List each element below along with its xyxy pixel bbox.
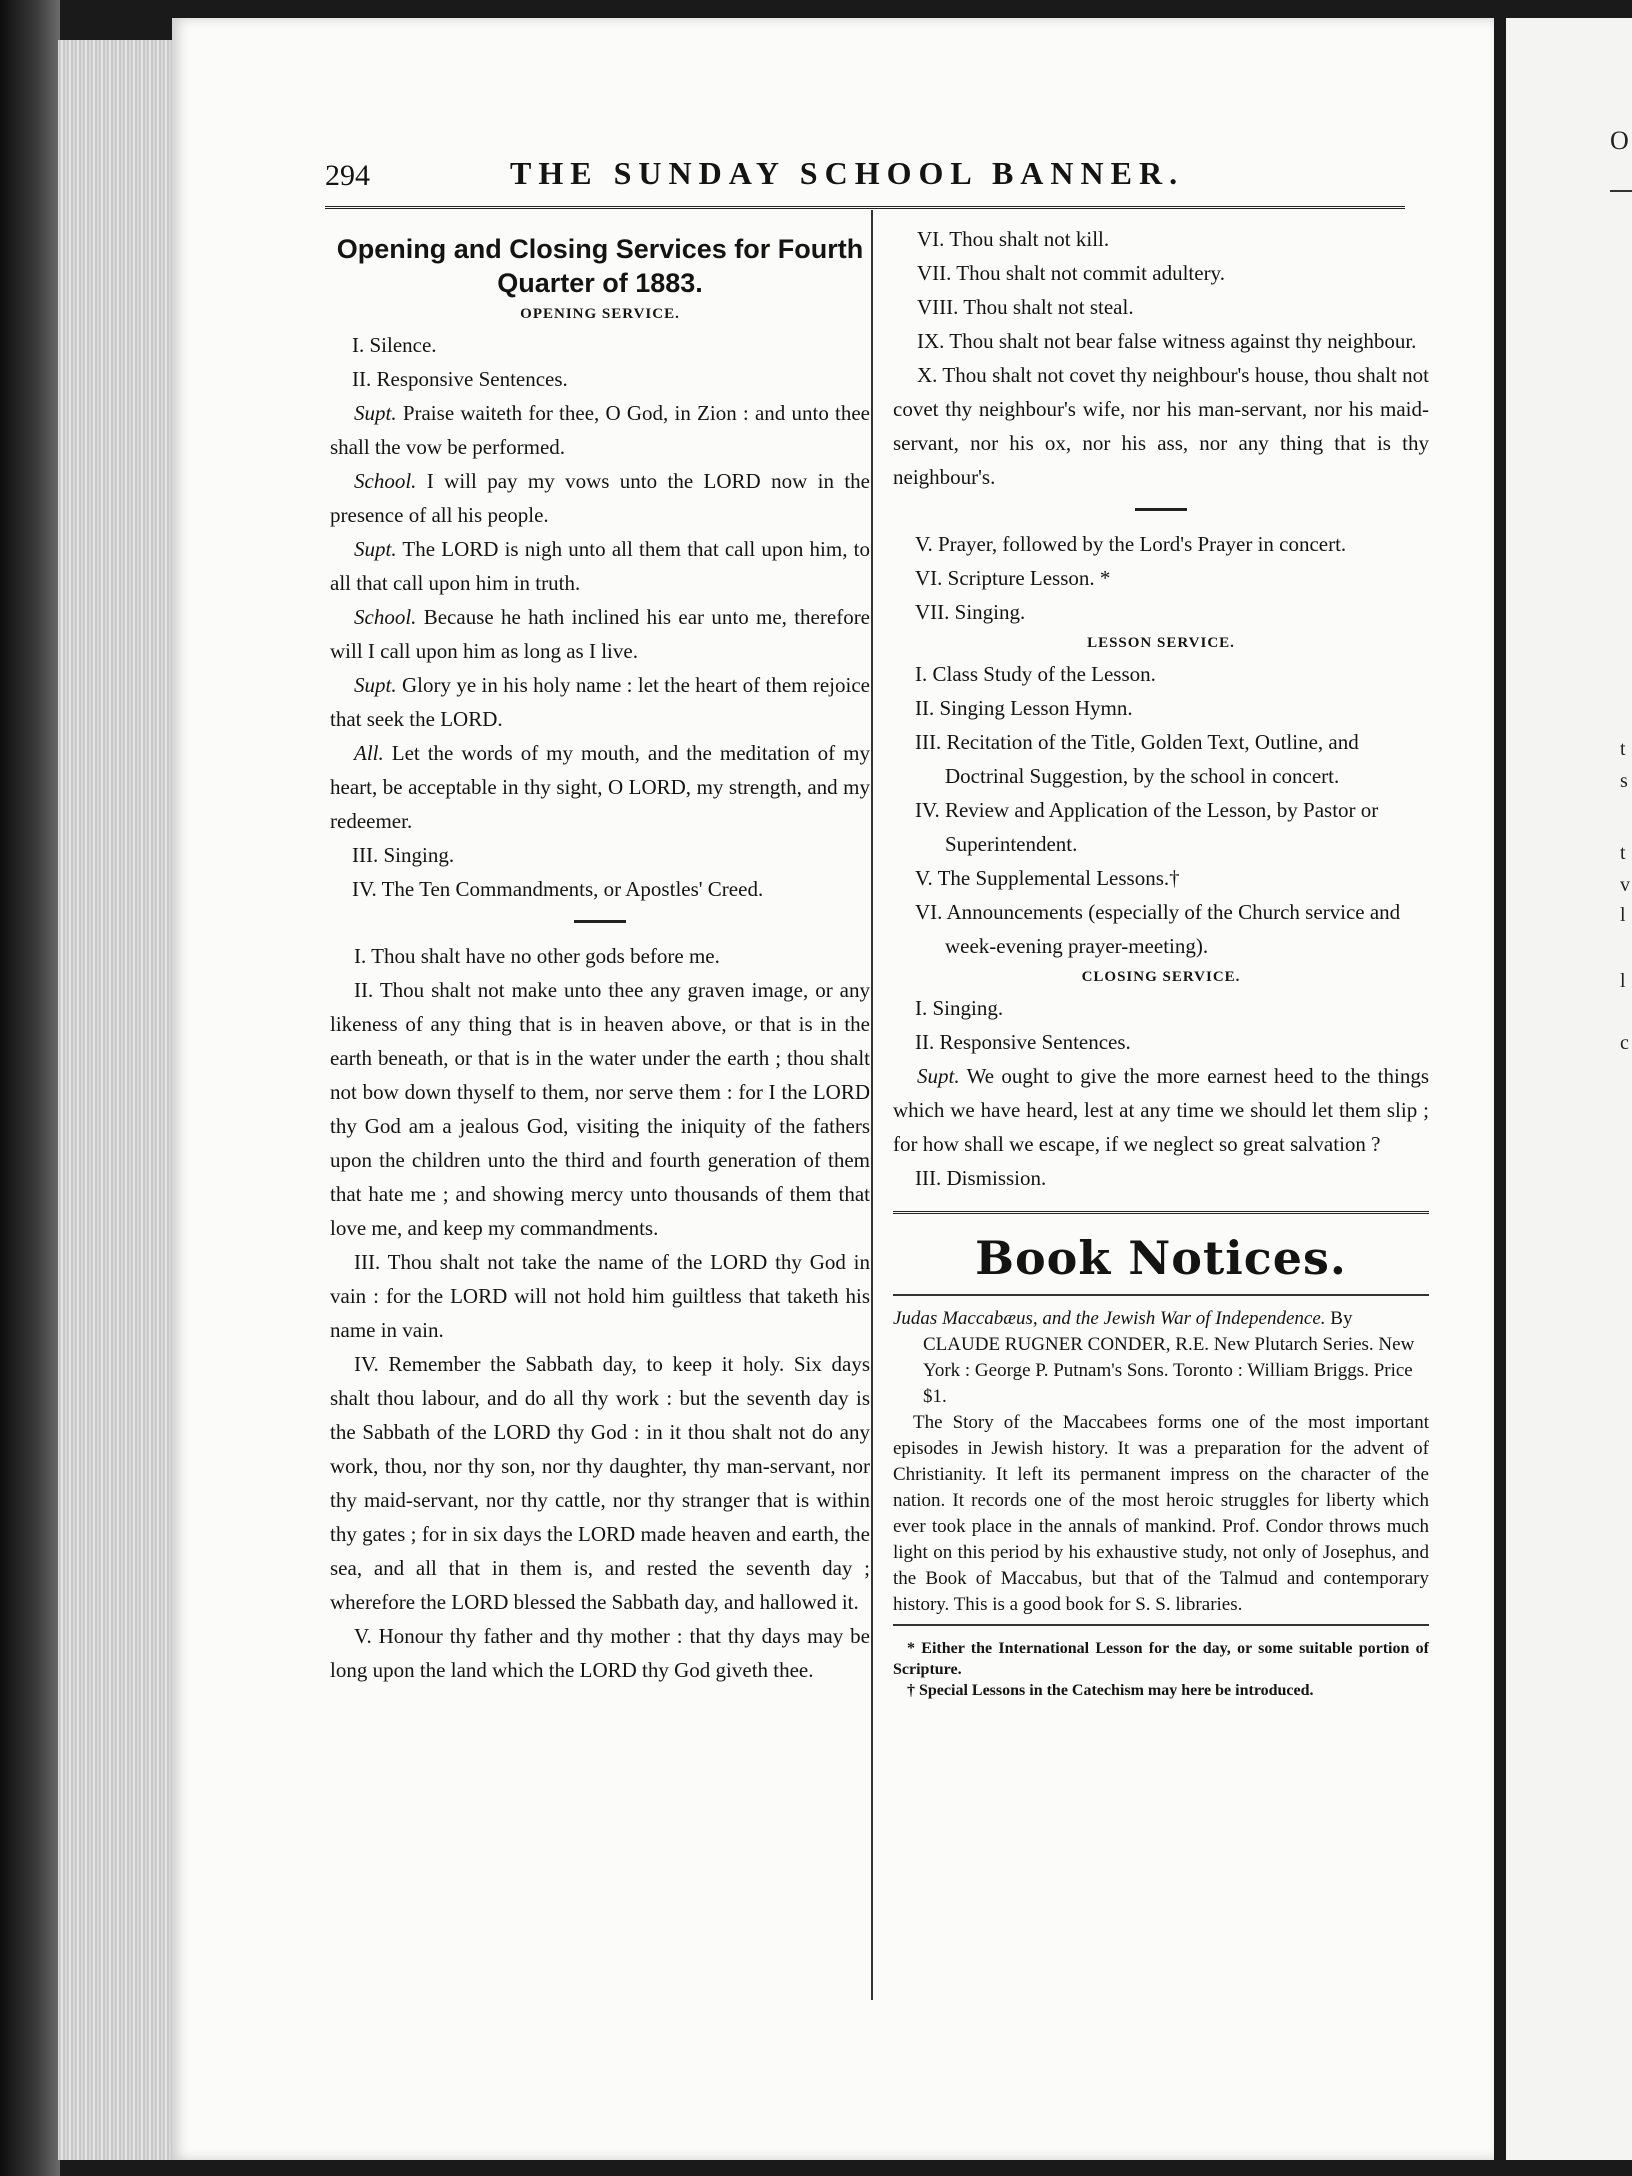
sentence-text: Praise waiteth for thee, O God, in Zion : and unto thee shall the vow be performed. [330,401,871,459]
service-item: VI. Scripture Lesson. * [915,566,1111,590]
facing-page-letter: v [1620,874,1630,896]
book-binding-edge [0,0,60,2176]
closing-item: II. Responsive Sentences. [915,1030,1131,1054]
service-item: I. Silence. [352,333,437,357]
commandment: IX. Thou shalt not bear false witness against thy neighbour. [917,329,1417,353]
service-item: II. Responsive Sentences. [352,367,568,391]
commandment: VII. Thou shalt not commit adultery. [917,261,1225,285]
closing-service-label: CLOSING SERVICE. [1081,969,1241,985]
commandment: I. Thou shalt have no other gods before me. [354,944,720,968]
book-title-italic: Judas Maccabæus, and the Jewish War of Independence. [893,1308,1326,1329]
book-review: The Story of the Maccabees forms one of the most important episodes in Jewish history. It was a preparation for the advent of Christianity. It left its permanent impress on the character of the nation. It records one of the most heroic struggles for liberty which ever took place in the annals of mankind. Prof. Condor throws much light on this period by his exhaustive study, not only of Josephus, and the Book of Maccabus, but that of the Talmud and contemporary history. This is a good book for S. S. libraries. [893,1412,1429,1615]
commandment: VI. Thou shalt not kill. [917,227,1110,251]
speaker: Supt. [354,537,397,561]
page-number: 294 [325,159,370,192]
responsive-sentence [330,600,870,668]
speaker: All. [354,741,384,765]
book-citation-details: By CLAUDE RUGNER CONDER, R.E. New Plutarch Series. New York : George P. Putnam's Sons. Toronto : William Briggs. Price $1. [923,1308,1415,1407]
facing-page-rule [1610,190,1632,192]
responsive-sentence [330,532,870,600]
title-rule [893,1294,1429,1296]
facing-page-letter: l [1620,904,1626,926]
facing-page-letter: c [1620,1032,1629,1054]
speaker: School. [354,605,417,629]
header-rule [325,206,1405,209]
footnotes [893,1638,1429,1701]
speaker: Supt. [917,1064,960,1088]
speaker: Supt. [354,673,397,697]
lesson-service-label: LESSON SERVICE. [1087,635,1235,651]
service-item: V. Prayer, followed by the Lord's Prayer in concert. [915,532,1347,556]
commandment: IV. Remember the Sabbath day, to keep it holy. Six days shalt thou labour, and do all thy work : but the seventh day is the Sabbath of the LORD thy God : in it thou shalt not do any work, thou, nor thy son, nor thy daughter, thy man-servant, nor thy maid-servant, nor thy cattle, nor thy stranger that is within thy gates ; for in six days the LORD made heaven and earth, the sea, and all that in them is, and rested the seventh day ; wherefore the LORD blessed the Sabbath day, and hallowed it. [330,1352,870,1614]
sentence-text: I will pay my vows unto the LORD now in the presence of all his people. [330,469,870,527]
footnote: † Special Lessons in the Catechism may here be introduced. [907,1682,1314,1699]
page-header [325,155,1405,195]
sentence-text: We ought to give the more earnest heed to the things which we have heard, lest at any time we should let them slip ; for how shall we escape, if we neglect so great salvation ? [893,1064,1429,1156]
column-divider [871,210,873,2000]
responsive-sentence [330,464,870,532]
facing-page-letter: l [1620,970,1626,992]
lesson-item: II. Singing Lesson Hymn. [915,696,1133,720]
responsive-sentence [330,396,870,464]
lesson-item: I. Class Study of the Lesson. [915,662,1156,686]
section-separator [574,920,626,923]
running-title: THE SUNDAY SCHOOL BANNER. [510,155,1185,191]
double-rule [893,1211,1429,1218]
footnote-rule [893,1624,1429,1626]
commandment: V. Honour thy father and thy mother : that thy days may be long upon the land which the LORD thy God giveth thee. [330,1624,870,1682]
responsive-sentence [893,1059,1429,1161]
book-citation [893,1306,1429,1410]
page-stack-edges [58,40,180,2160]
opening-service-label: OPENING SERVICE. [520,306,680,322]
closing-item: III. Dismission. [915,1166,1047,1190]
sentence-text: Glory ye in his holy name : let the heart of them rejoice that seek the LORD. [330,673,870,731]
speaker: Supt. [354,401,397,425]
facing-page-letter: O [1610,126,1629,155]
facing-page-letter: s [1620,770,1628,792]
commandment: II. Thou shalt not make unto thee any graven image, or any likeness of any thing that is in heaven above, or that is in the earth beneath, or that is in the water under the earth ; thou shalt not bow down thyself to them, nor serve them : for I the LORD thy God am a jealous God, visiting the iniquity of the fathers upon the children unto the third and fourth generation of them that hate me ; and showing mercy unto thousands of them that love me, and keep my commandments. [330,978,870,1240]
sentence-text: Because he hath inclined his ear unto me, therefore will I call upon him as long as I live. [330,605,871,663]
closing-item: I. Singing. [915,996,1004,1020]
sentence-text: The LORD is nigh unto all them that call upon him, to all that call upon him in truth. [330,537,870,595]
lesson-item: VI. Announcements (especially of the Church service and week-evening prayer-meeting). [915,900,1401,958]
sentence-text: Let the words of my mouth, and the meditation of my heart, be acceptable in thy sight, O LORD, my strength, and my redeemer. [330,741,870,833]
facing-page-letter: t [1620,738,1626,760]
responsive-sentence [330,668,870,736]
commandment: III. Thou shalt not take the name of the LORD thy God in vain : for the LORD will not hold him guiltless that taketh his name in vain. [330,1250,870,1342]
service-item: III. Singing. [352,843,455,867]
right-column [893,222,1429,1701]
responsive-sentence [330,736,870,838]
article-heading: Opening and Closing Services for Fourth Quarter of 1883. [336,234,864,298]
lesson-item: III. Recitation of the Title, Golden Text, Outline, and Doctrinal Suggestion, by the school in concert. [915,730,1359,788]
left-column [330,232,870,1687]
facing-page-letter: t [1620,842,1626,864]
service-item: IV. The Ten Commandments, or Apostles' Creed. [352,877,764,901]
footnote: * Either the International Lesson for the day, or some suitable portion of Scripture. [893,1640,1429,1678]
commandment: X. Thou shalt not covet thy neighbour's house, thou shalt not covet thy neighbour's wife, nor his man-servant, nor his maid-servant, nor his ox, nor his ass, nor any thing that is thy neighbour's. [893,363,1429,489]
commandment: VIII. Thou shalt not steal. [917,295,1134,319]
speaker: School. [354,469,417,493]
lesson-item: V. The Supplemental Lessons.† [915,866,1180,890]
book-notices-title: Book Notices. [975,1231,1347,1285]
facing-page-fragment [1506,18,1632,2160]
lesson-item: IV. Review and Application of the Lesson, by Pastor or Superintendent. [915,798,1379,856]
section-separator [1135,508,1187,511]
service-item: VII. Singing. [915,600,1026,624]
